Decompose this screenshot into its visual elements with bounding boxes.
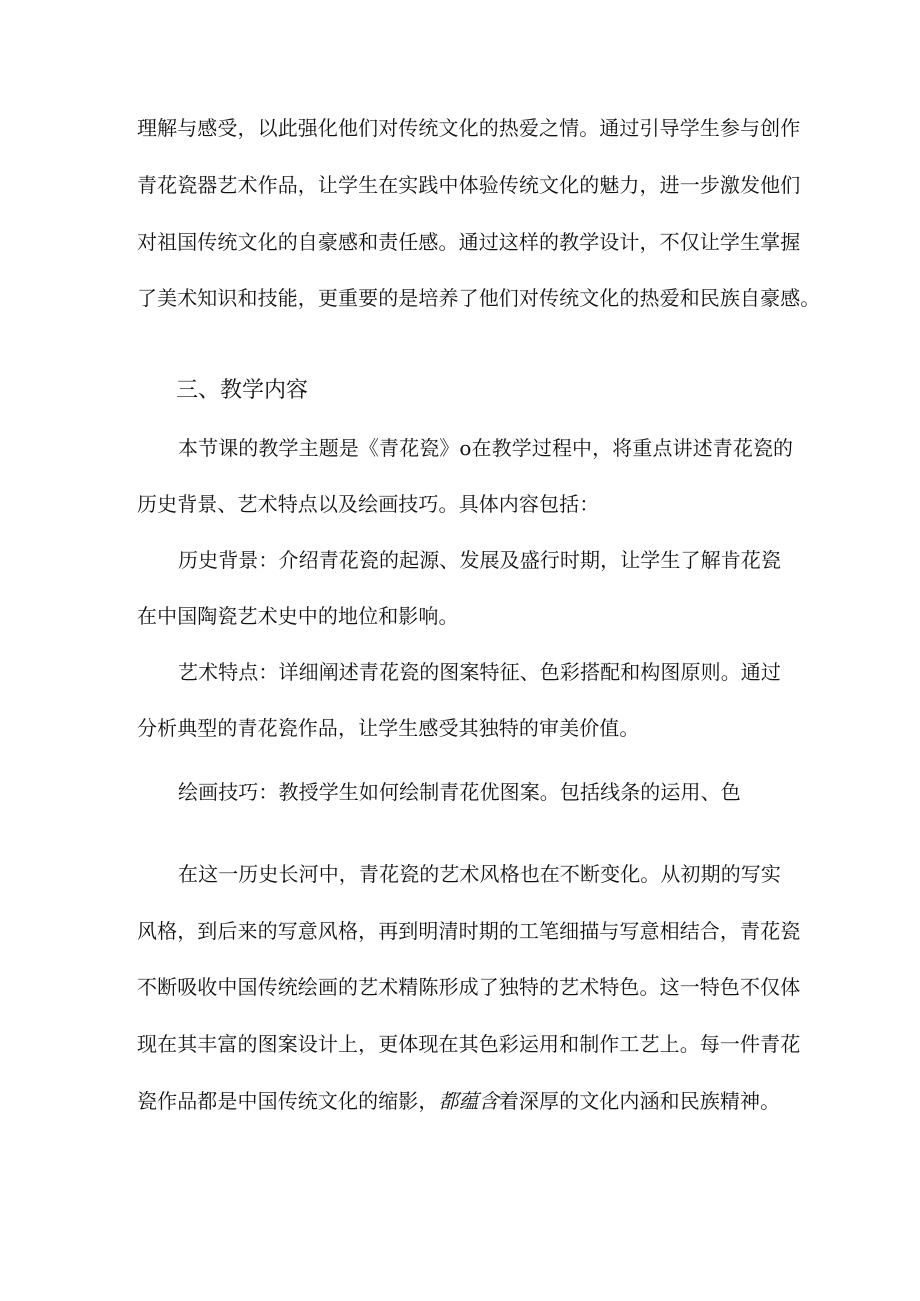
last-paragraph-line2: 风格，到后来的写意风格，再到明清时期的工笔细描与写意相结合，青花瓷	[137, 919, 801, 943]
intro-line2: 历史背景、艺术特点以及绘画技巧。具体内容包括：	[137, 492, 600, 516]
art-line2: 分析典型的青花瓷作品，让学生感受其独特的审美价值。	[137, 716, 640, 740]
paragraph1-line2: 青花瓷器艺术作品，让学生在实践中体验传统文化的魅力，进一步激发他们	[137, 173, 801, 197]
last-paragraph-line4: 现在其丰富的图案设计上，更体现在其色彩运用和制作工艺上。每一件青花	[137, 1032, 801, 1056]
intro-line1: 本节课的教学主题是《青花瓷》o在教学过程中，将重点讲述青花瓷的	[178, 436, 794, 460]
paragraph1-line3: 对祖国传统文化的自豪感和责任感。通过这样的教学设计，不仅让学生掌握	[137, 230, 801, 254]
paragraph1-line4: 了美术知识和技能，更重要的是培养了他们对传统文化的热爱和民族自豪感。	[137, 286, 821, 310]
last-paragraph-line5-italic: 都蕴含	[438, 1089, 499, 1113]
last-paragraph-line5-part3: 着深厚的文化内涵和民族精神。	[498, 1089, 781, 1113]
section-heading: 三、教学内容	[176, 378, 309, 403]
history-line1: 历史背景：介绍青花瓷的起源、发展及盛行时期，让学生了解肯花瓷	[178, 548, 781, 572]
last-paragraph-line1: 在这一历史长河中，青花瓷的艺术风格也在不断变化。从初期的写实	[178, 862, 781, 886]
last-paragraph-line5-part1: 瓷作品都是中国传统文化的缩影，	[137, 1089, 439, 1113]
painting-line1: 绘画技巧：教授学生如何绘制青花优图案。包括线条的运用、色	[178, 780, 741, 804]
paragraph1-line1: 理解与感受，以此强化他们对传统文化的热爱之情。通过引导学生参与创作	[137, 116, 801, 140]
history-line2: 在中国陶瓷艺术史中的地位和影响。	[137, 604, 459, 628]
art-line1: 艺术特点：详细阐述青花瓷的图案特征、色彩搭配和构图原则。通过	[178, 660, 781, 684]
last-paragraph-line3: 不断吸收中国传统绘画的艺术精陈形成了独特的艺术特色。这一特色不仅体	[137, 975, 801, 999]
last-paragraph-line5	[137, 1087, 780, 1115]
